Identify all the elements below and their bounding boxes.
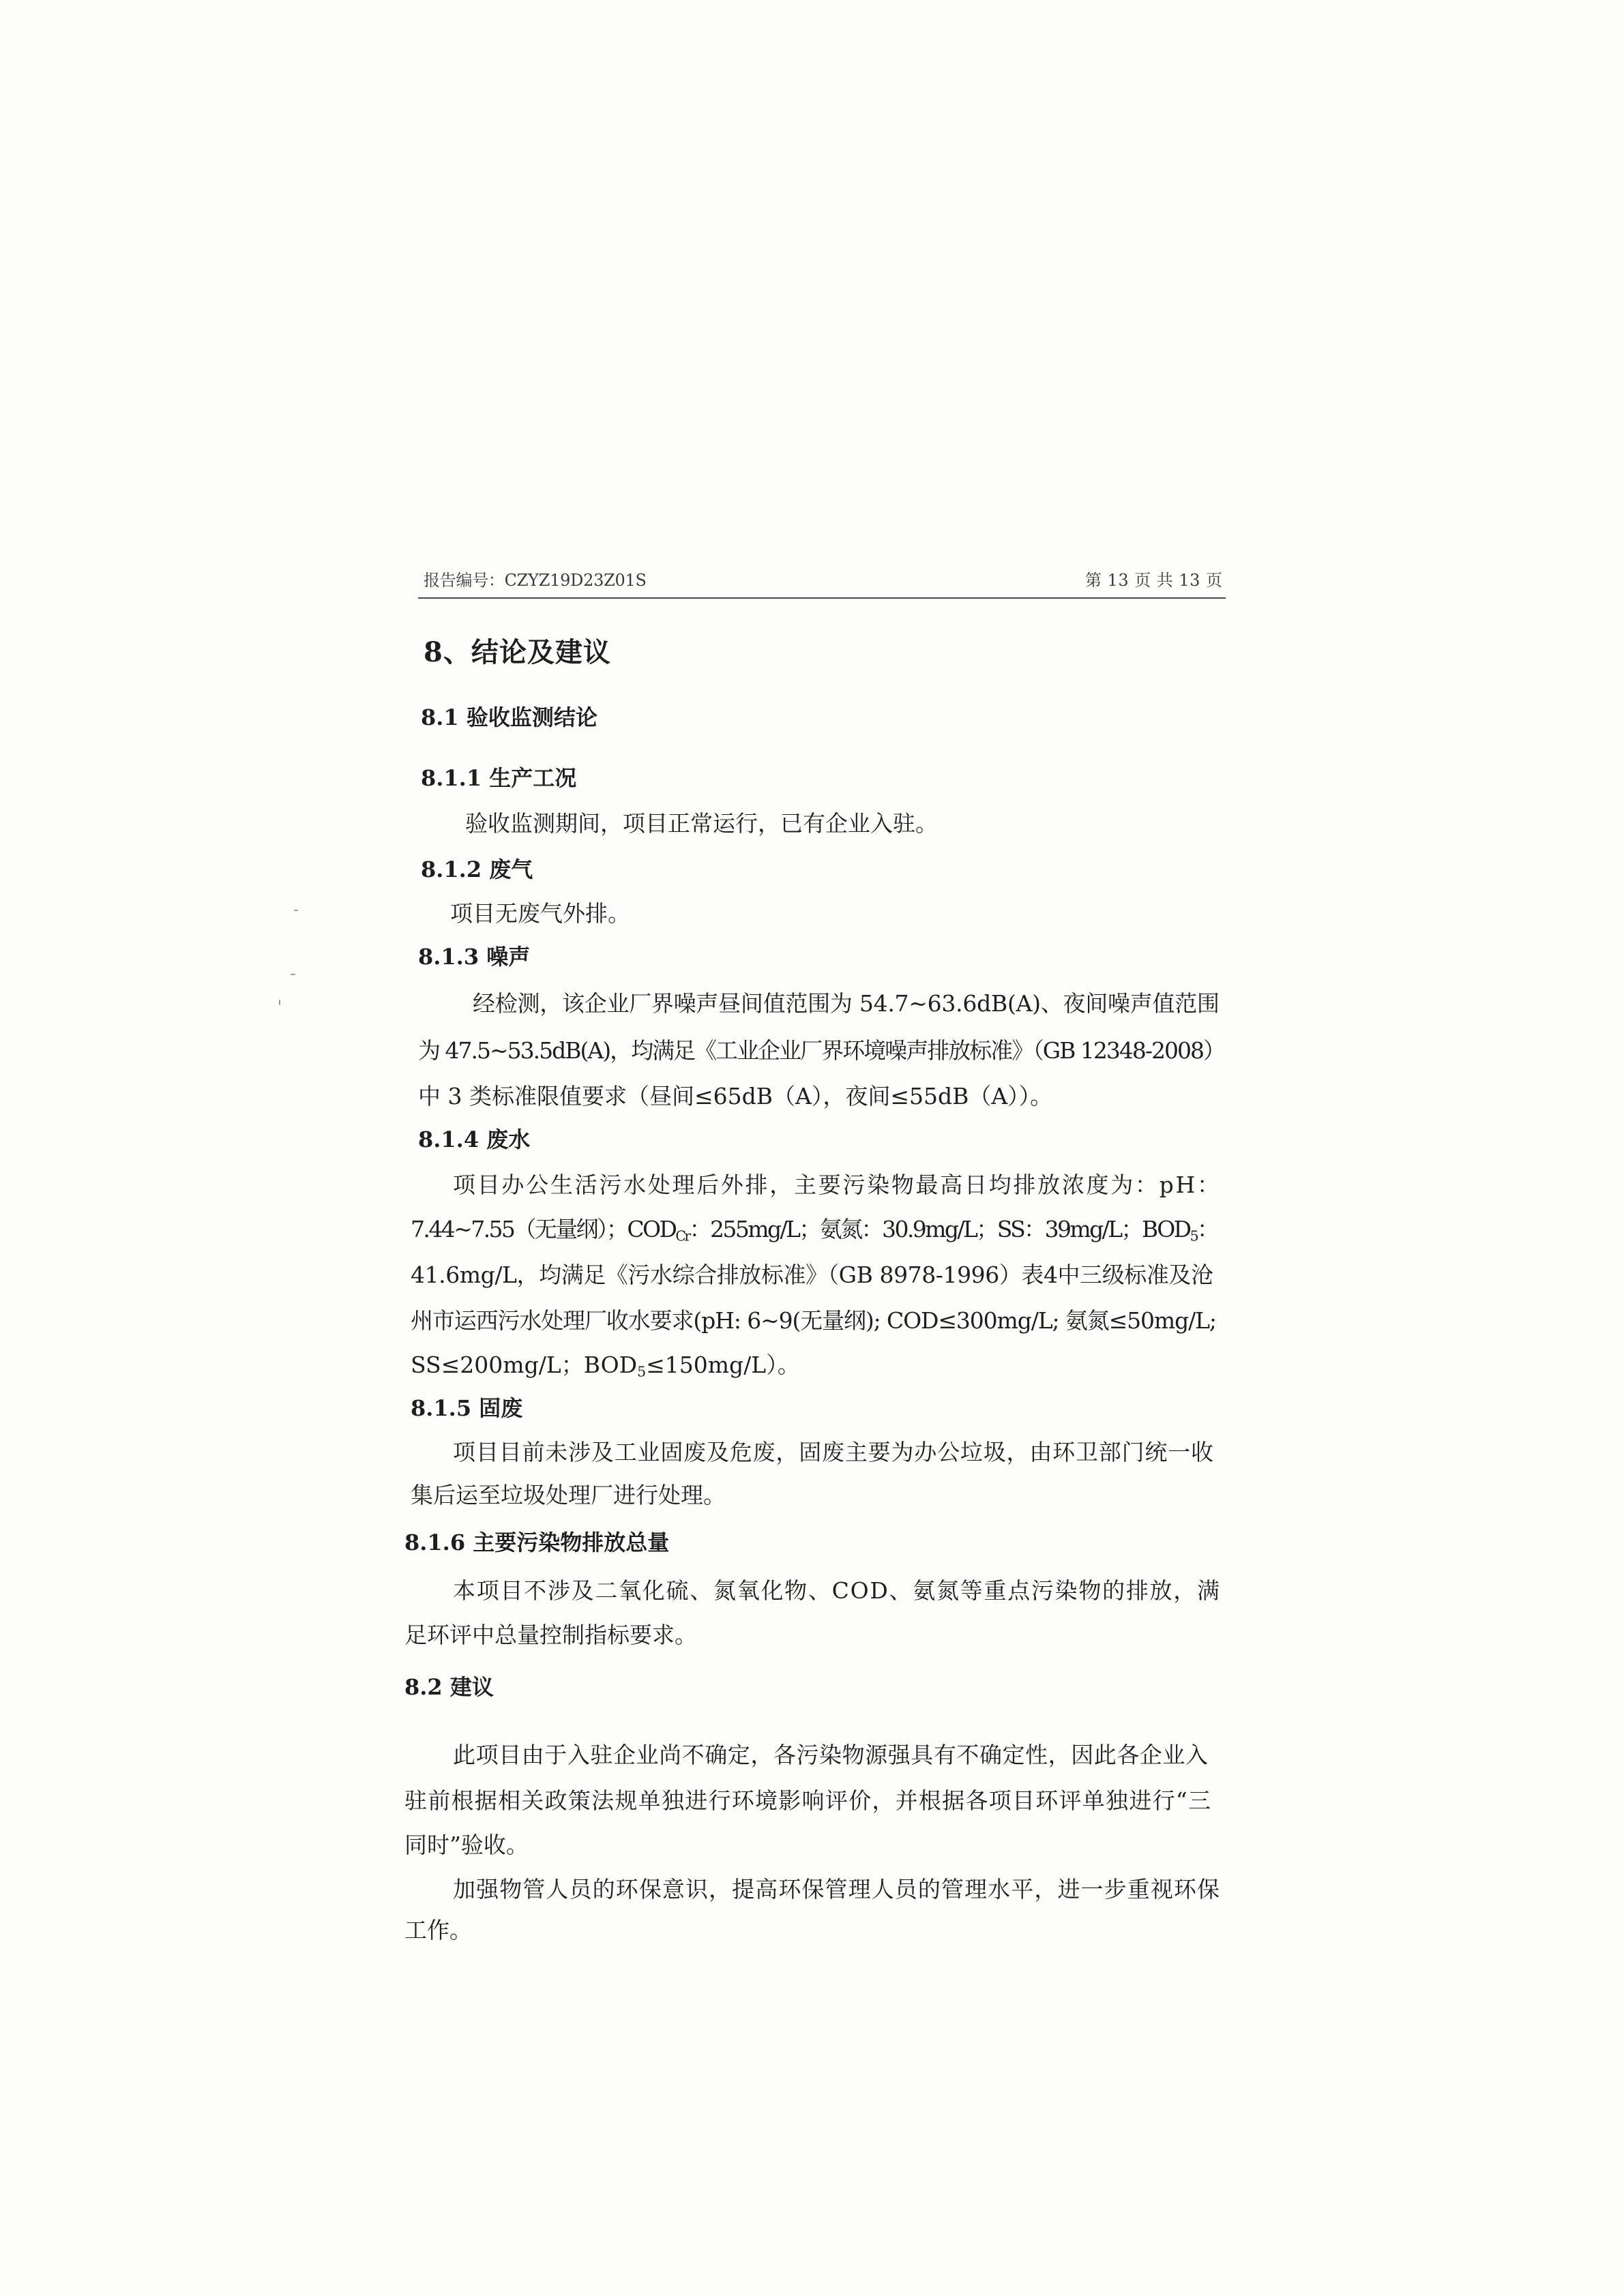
text-segment: 项目办公生活污水处理后外排，主要污染物最高日均排放浓度为：pH：	[453, 1172, 1222, 1198]
paragraph-line: 为 47.5~53.5dB(A)，均满足《工业企业厂界环境噪声排放标准》（GB 12348-2008）	[418, 1037, 1225, 1064]
section-heading-8-1-5: 8.1.5 固废	[411, 1395, 523, 1421]
section-heading-8-1-2: 8.1.2 废气	[421, 856, 533, 882]
report-number: 报告编号：CZYZ19D23Z01S	[424, 571, 647, 590]
text-segment: SS≤200mg/L；BOD	[411, 1352, 638, 1378]
text-segment: ≤150mg/L）。	[646, 1352, 800, 1378]
section-heading-8-1-4: 8.1.4 废水	[418, 1127, 531, 1152]
section-heading-8-1-3: 8.1.3 噪声	[418, 944, 531, 970]
paragraph-line: 本项目不涉及二氧化硫、氮氧化物、COD、氨氮等重点污染物的排放，满	[453, 1577, 1221, 1604]
text-segment: ：255mg/L；氨氮：30.9mg/L；SS：39mg/L；BOD	[689, 1216, 1190, 1242]
paragraph-line: 同时”验收。	[404, 1832, 529, 1858]
scan-speck	[291, 974, 295, 975]
paragraph-line: 此项目由于入驻企业尚不确定，各污染物源强具有不确定性，因此各企业入	[453, 1742, 1209, 1768]
paragraph-line: 中 3 类标准限值要求（昼间≤65dB（A），夜间≤55dB（A））。	[418, 1083, 1053, 1109]
section-heading-8-1-1: 8.1.1 生产工况	[421, 765, 577, 791]
section-heading-8-1-6: 8.1.6 主要污染物排放总量	[404, 1530, 670, 1555]
paragraph-line: 集后运至垃圾处理厂进行处理。	[411, 1482, 726, 1508]
paragraph-line: 项目无废气外排。	[450, 900, 630, 927]
page-info: 第 13 页 共 13 页	[1085, 571, 1223, 590]
text-segment: 7.44~7.55（无量纲）；COD	[411, 1216, 676, 1242]
header-rule	[418, 597, 1226, 599]
paragraph-line: 驻前根据相关政策法规单独进行环境影响评价，并根据各项目环评单独进行“三	[404, 1787, 1212, 1814]
chapter-title: 8、结论及建议	[424, 636, 611, 668]
paragraph-line	[411, 1352, 800, 1379]
scan-speck	[294, 910, 298, 911]
paragraph-line	[411, 1216, 1217, 1243]
paragraph-line: 验收监测期间，项目正常运行，已有企业入驻。	[465, 810, 938, 837]
text-segment: ：	[1196, 1216, 1218, 1242]
paragraph-line: 加强物管人员的环保意识，提高环保管理人员的管理水平，进一步重视环保	[453, 1876, 1221, 1903]
paragraph-line: 项目目前未涉及工业固废及危废，固废主要为办公垃圾，由环卫部门统一收	[453, 1439, 1214, 1465]
paragraph-line	[411, 1262, 1213, 1289]
paragraph-line: 经检测，该企业厂界噪声昼间值范围为 54.7~63.6dB(A)、夜间噪声值范围	[473, 990, 1220, 1017]
paragraph-line	[411, 1307, 1216, 1335]
section-heading-8-2: 8.2 建议	[404, 1674, 494, 1700]
section-heading-8-1: 8.1 验收监测结论	[421, 704, 597, 730]
paragraph-line: 工作。	[404, 1917, 472, 1943]
text-segment: 41.6mg/L，均满足《污水综合排放标准》（GB 8978-1996）表4中三级标准及沧	[411, 1262, 1213, 1288]
subscript: 5	[1190, 1227, 1197, 1244]
subscript: Cr	[675, 1227, 690, 1244]
scan-speck	[279, 1000, 280, 1005]
subscript: 5	[637, 1363, 647, 1380]
paragraph-line: 足环评中总量控制指标要求。	[404, 1622, 697, 1648]
text-segment: 州市运西污水处理厂收水要求(pH: 6~9(无量纲); COD≤300mg/L; 氨氮≤50mg/L;	[411, 1307, 1216, 1334]
paragraph-line	[453, 1172, 1222, 1199]
